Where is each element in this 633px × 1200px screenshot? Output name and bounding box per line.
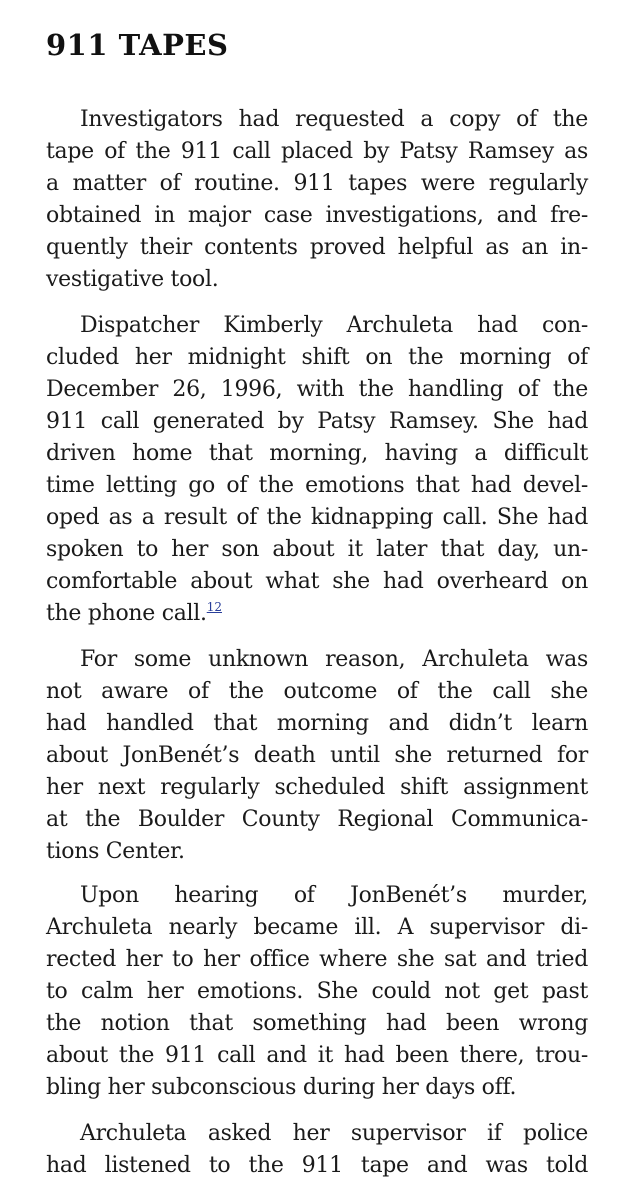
text-line: had handled that morning and didn’t learn <box>46 711 588 736</box>
paragraph-5 <box>46 1118 588 1182</box>
text-line: Investigators had requested a copy of the <box>80 107 588 132</box>
text-line: to calm her emotions. She could not get past <box>46 979 588 1004</box>
text-line: had listened to the 911 tape and was told <box>46 1153 588 1178</box>
text-line-with-footnote <box>46 598 588 630</box>
text-line: obtained in major case investigations, and fre- <box>46 203 588 228</box>
text-line: comfortable about what she had overheard on <box>46 569 588 594</box>
text-line: the phone call. <box>46 601 207 626</box>
text-line: vestigative tool. <box>46 267 219 292</box>
text-line: tape of the 911 call placed by Patsy Ramsey as <box>46 139 588 164</box>
text-line: cluded her midnight shift on the morning of <box>46 345 588 370</box>
text-line: at the Boulder County Regional Communica- <box>46 807 588 832</box>
text-line: For some unknown reason, Archuleta was <box>80 647 588 672</box>
text-line: Dispatcher Kimberly Archuleta had con- <box>80 313 588 338</box>
paragraph-2 <box>46 310 588 630</box>
text-line: December 26, 1996, with the handling of the <box>46 377 588 402</box>
text-line: spoken to her son about it later that day, un- <box>46 537 588 562</box>
text-line: Archuleta nearly became ill. A supervisor di- <box>46 915 588 940</box>
text-line: her next regularly scheduled shift assignment <box>46 775 588 800</box>
text-line: tions Center. <box>46 839 185 864</box>
paragraph-3 <box>46 644 588 868</box>
text-line: 911 call generated by Patsy Ramsey. She had <box>46 409 588 434</box>
text-line: quently their contents proved helpful as an in- <box>46 235 588 260</box>
text-line: Archuleta asked her supervisor if police <box>80 1121 588 1146</box>
paragraph-4 <box>46 880 588 1104</box>
text-line: about the 911 call and it had been there, trou- <box>46 1043 588 1068</box>
text-line: not aware of the outcome of the call she <box>46 679 588 704</box>
footnote-link[interactable]: 12 <box>206 600 222 614</box>
text-line: driven home that morning, having a difficult <box>46 441 588 466</box>
text-line: Upon hearing of JonBenét’s murder, <box>80 883 588 908</box>
text-line: about JonBenét’s death until she returned for <box>46 743 588 768</box>
text-line: rected her to her office where she sat and tried <box>46 947 588 972</box>
text-line: the notion that something had been wrong <box>46 1011 588 1036</box>
text-line: time letting go of the emotions that had devel- <box>46 473 588 498</box>
text-line: a matter of routine. 911 tapes were regularly <box>46 171 588 196</box>
paragraph-1 <box>46 104 588 296</box>
text-line: oped as a result of the kidnapping call. She had <box>46 505 588 530</box>
chapter-title: 911 TAPES <box>46 28 229 62</box>
text-line: bling her subconscious during her days off. <box>46 1075 517 1100</box>
